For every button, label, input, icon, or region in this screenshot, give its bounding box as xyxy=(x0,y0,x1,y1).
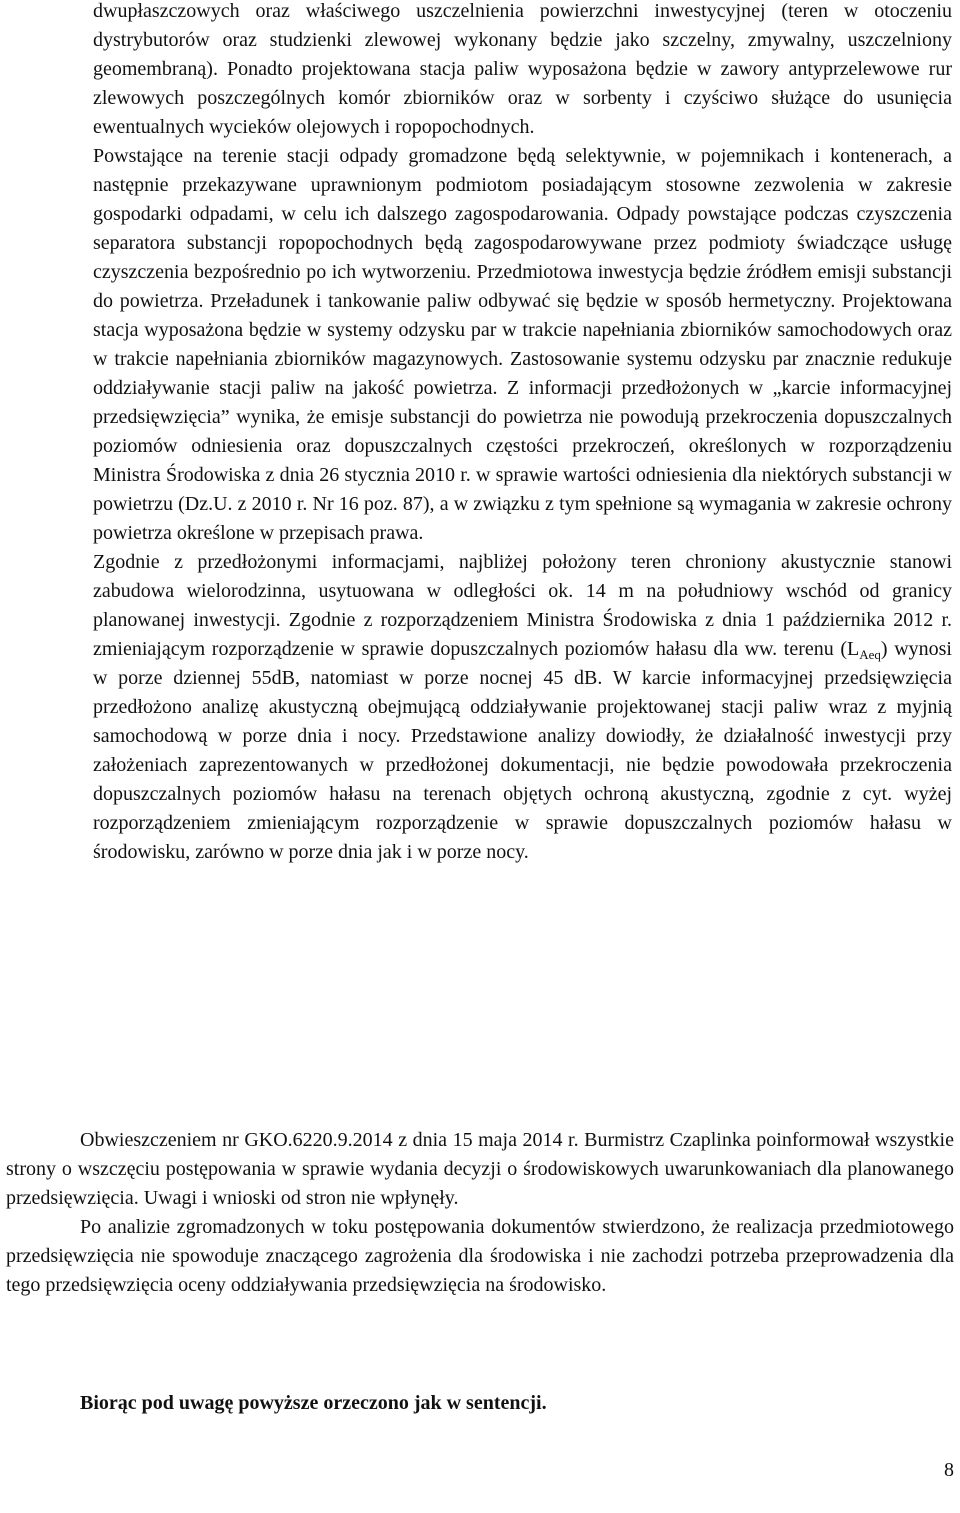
paragraph-waste-and-air: Powstające na terenie stacji odpady gromadzone będą selektywnie, w pojemnikach i kontenerach, a następnie przekazywane uprawnionym podmiotom posiadającym stosowne zezwolenia w zakresie gospodarki odpadami, w celu ich dalszego zagospodarowania. Odpady powstające podczas czyszczenia separatora substancji ropopochodnych będą zagospodarowywane przez podmioty świadczące usługę czyszczenia bezpośrednio po ich wytworzeniu. Przedmiotowa inwestycja będzie źródłem emisji substancji do powietrza. Przeładunek i tankowanie paliw odbywać się będzie w sposób hermetyczny. Projektowana stacja wyposażona będzie w systemy odzysku par w trakcie napełniania zbiorników samochodowych oraz w trakcie napełniania zbiorników magazynowych. Zastosowanie systemu odzysku par znacznie redukuje oddziaływanie stacji paliw na jakość powietrza. Z informacji przedłożonych w „karcie informacyjnej przedsięwzięcia” wynika, że emisje substancji do powietrza nie powodują przekroczenia dopuszczalnych poziomów odniesienia oraz dopuszczalnych częstości przekroczeń, określonych w rozporządzeniu Ministra Środowiska z dnia 26 stycznia 2010 r. w sprawie wartości odniesienia dla niektórych substancji w powietrzu (Dz.U. z 2010 r. Nr 16 poz. 87), a w związku z tym spełnione są wymagania w zakresie ochrony powietrza określone w przepisach prawa. xyxy=(93,145,952,544)
noise-text-start: Zgodnie z przedłożonymi informacjami, najbliżej położony teren chroniony akustycznie stanowi zabudowa wielorodzinna, usytuowana w odległości ok. 14 m na południowy wschód od granicy planowanej inwestycji. Zgodnie z rozporządzeniem Ministra Środowiska z dnia 1 października 2012 r. zmieniającym rozporządzenie w sprawie dopuszczalnych poziomów hałasu dla ww. terenu (L xyxy=(93,551,952,660)
indented-text-block xyxy=(93,0,952,867)
paragraph-announcement: Obwieszczeniem nr GKO.6220.9.2014 z dnia 15 maja 2014 r. Burmistrz Czaplinka poinformował wszystkie strony o wszczęciu postępowania w sprawie wydania decyzji o środowiskowych uwarunkowaniach dla planowanego przedsięwzięcia. Uwagi i wnioski od stron nie wpłynęły. xyxy=(6,1129,954,1209)
full-width-text-block xyxy=(6,1126,954,1300)
paragraph-analysis-result: Po analizie zgromadzonych w toku postępowania dokumentów stwierdzono, że realizacja przedmiotowego przedsięwzięcia nie spowoduje znaczącego zagrożenia dla środowiska i nie zachodzi potrzeba przeprowadzenia dla tego przedsięwzięcia oceny oddziaływania przedsięwzięcia na środowisko. xyxy=(6,1216,954,1296)
paragraph-protection-measures: dwupłaszczowych oraz właściwego uszczelnienia powierzchni inwestycyjnej (teren w otoczeniu dystrybutorów oraz studzienki zlewowej wykonany będzie jako szczelny, zmywalny, uszczelniony geomembraną). Ponadto projektowana stacja paliw wyposażona będzie w zawory antyprzelewowe rur zlewowych poszczególnych komór zbiorników oraz w sorbenty i czyściwo służące do usunięcia ewentualnych wycieków olejowych i ropopochodnych. xyxy=(93,0,952,138)
conclusion-statement: Biorąc pod uwagę powyższe orzeczono jak w sentencji. xyxy=(80,1392,547,1414)
page-number: 8 xyxy=(944,1459,954,1481)
laeq-subscript: Aeq xyxy=(859,647,881,662)
paragraph-noise xyxy=(93,548,952,867)
noise-text-end: ) wynosi w porze dziennej 55dB, natomiast w porze nocnej 45 dB. W karcie informacyjnej przedsięwzięcia przedłożono analizę akustyczną obejmującą oddziaływanie projektowanej stacji paliw wraz z myjnią samochodową w porze dnia i nocy. Przedstawione analizy dowiodły, że działalność inwestycji przy założeniach zaprezentowanych w przedłożonej dokumentacji, nie będzie powodowała przekroczenia dopuszczalnych poziomów hałasu na terenach objętych ochroną akustyczną, zgodnie z cyt. wyżej rozporządzeniem zmieniającym rozporządzenie w sprawie dopuszczalnych poziomów hałasu w środowisku, zarówno w porze dnia jak i w porze nocy. xyxy=(93,638,952,863)
